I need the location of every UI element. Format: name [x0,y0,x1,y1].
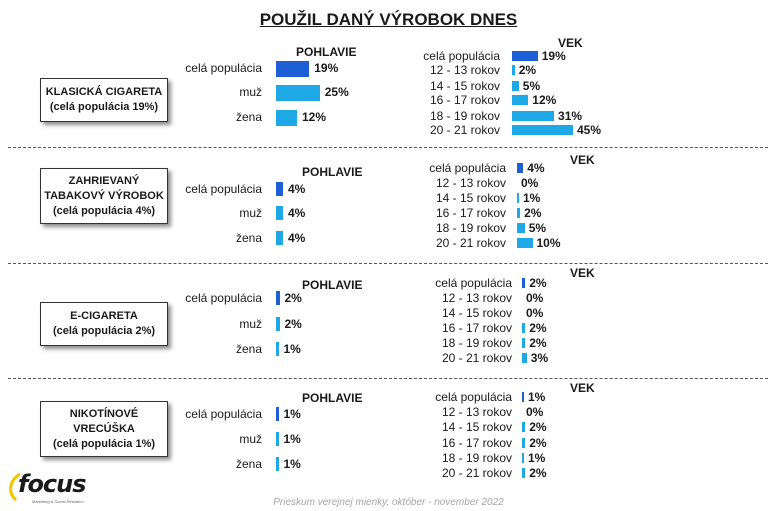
age-value-label: 1% [528,390,546,404]
age-category-label: 18 - 19 rokov [429,109,500,123]
age-header: VEK [558,36,583,50]
gender-bar [276,291,280,305]
age-category-label: 20 - 21 rokov [435,236,506,250]
age-bar [522,278,525,288]
age-category-label: 16 - 17 rokov [441,436,512,450]
age-bar [522,392,524,402]
gender-bar [276,342,279,356]
age-value-label: 1% [523,191,541,205]
age-value-label: 2% [518,63,537,77]
gender-value-label: 25% [324,85,349,99]
gender-category-label: žena [235,110,262,124]
gender-value-label: 4% [288,182,306,196]
product-label-box [40,78,168,122]
age-bar [512,125,573,135]
age-value-label: 1% [528,451,546,465]
product-label-line: (celá populácia 4%) [52,204,156,217]
gender-value-label: 1% [283,342,301,356]
logo-text: focus [18,470,86,498]
gender-value-label: 4% [288,206,306,220]
logo-subtitle: Marketing & Social Research [32,499,84,504]
age-bar [517,163,523,173]
age-value-label: 0% [526,291,544,305]
product-label-box [40,302,168,346]
gender-category-label: muž [239,432,262,446]
age-bar [522,438,525,448]
gender-value-label: 1% [283,457,301,471]
product-label-line: E-CIGARETA [70,310,138,322]
gender-bar [276,457,279,471]
product-label-line: KLASICKÁ CIGARETA [45,86,163,98]
gender-category-label: celá populácia [185,407,262,421]
age-category-label: 12 - 13 rokov [441,291,512,305]
gender-bar [276,110,297,126]
gender-category-label: žena [235,457,262,471]
age-bar [522,353,527,363]
age-header: VEK [570,153,595,167]
gender-bar [276,61,309,77]
product-label-line: (celá populácia 19%) [49,101,159,113]
section-divider [8,147,768,148]
footer-note: Prieskum verejnej mienky, október - november 2022 [273,497,504,508]
gender-value-label: 4% [288,231,306,245]
age-category-label: 18 - 19 rokov [441,336,512,350]
gender-value-label: 2% [284,317,302,331]
age-value-label: 2% [529,276,547,290]
gender-category-label: muž [239,85,262,99]
age-bar [517,193,519,203]
age-category-label: 16 - 17 rokov [435,206,506,220]
age-category-label: 18 - 19 rokov [441,451,512,465]
age-value-label: 4% [527,161,545,175]
age-bar [522,422,525,432]
age-category-label: 16 - 17 rokov [441,321,512,335]
age-category-label: celá populácia [423,49,500,63]
age-bar [517,223,525,233]
page-title: POUŽIL DANÝ VÝROBOK DNES [259,10,518,29]
age-bar [512,111,554,121]
age-category-label: 20 - 21 rokov [429,123,500,137]
age-bar [522,338,525,348]
age-bar [512,51,538,61]
age-value-label: 2% [529,466,547,480]
age-value-label: 2% [529,321,547,335]
age-category-label: 12 - 13 rokov [441,405,512,419]
age-category-label: 18 - 19 rokov [435,221,506,235]
gender-category-label: žena [235,342,262,356]
gender-bar [276,231,283,245]
gender-bar [276,317,280,331]
gender-header: POHLAVIE [302,278,363,292]
gender-category-label: celá populácia [185,291,262,305]
gender-category-label: muž [239,317,262,331]
age-value-label: 0% [521,176,539,190]
age-value-label: 5% [528,221,547,235]
product-label-line: NIKOTÍNOVÉ [69,407,139,420]
age-value-label: 12% [532,93,557,107]
age-category-label: celá populácia [429,161,506,175]
age-value-label: 31% [558,109,583,123]
age-bar [512,95,528,105]
age-category-label: 14 - 15 rokov [429,79,500,93]
gender-header: POHLAVIE [302,165,363,179]
gender-header: POHLAVIE [296,45,357,59]
gender-category-label: žena [235,231,262,245]
age-value-label: 0% [526,405,544,419]
age-value-label: 2% [529,436,547,450]
age-value-label: 2% [524,206,542,220]
gender-value-label: 19% [314,61,339,75]
product-label-line: TABAKOVÝ VÝROBOK [44,189,164,202]
gender-header: POHLAVIE [302,391,363,405]
gender-value-label: 12% [302,110,327,124]
age-value-label: 0% [526,306,544,320]
age-value-label: 10% [536,236,561,250]
age-bar [522,323,525,333]
gender-bar [276,432,279,446]
section-divider [8,378,768,379]
product-label-box [40,168,168,224]
product-label-line: ZAHRIEVANÝ [68,174,140,187]
age-value-label: 19% [541,49,566,63]
age-value-label: 5% [522,79,541,93]
age-category-label: celá populácia [435,276,512,290]
age-bar [512,65,515,75]
age-value-label: 3% [530,351,549,365]
gender-category-label: celá populácia [185,61,262,75]
gender-bar [276,206,283,220]
age-category-label: 14 - 15 rokov [441,420,512,434]
age-bar [517,208,520,218]
age-category-label: 12 - 13 rokov [429,63,500,77]
section-divider [8,263,768,264]
age-header: VEK [570,381,595,395]
gender-value-label: 1% [283,407,301,421]
gender-value-label: 2% [284,291,302,305]
product-label-box [40,401,168,457]
age-category-label: 16 - 17 rokov [429,93,500,107]
age-category-label: 20 - 21 rokov [441,466,512,480]
age-bar [512,81,519,91]
age-value-label: 45% [577,123,602,137]
product-label-line: (celá populácia 2%) [52,325,156,337]
gender-bar [276,182,283,196]
age-category-label: 12 - 13 rokov [435,176,506,190]
age-value-label: 2% [529,420,547,434]
age-category-label: 14 - 15 rokov [435,191,506,205]
age-category-label: celá populácia [435,390,512,404]
age-category-label: 14 - 15 rokov [441,306,512,320]
age-category-label: 20 - 21 rokov [441,351,512,365]
gender-category-label: celá populácia [185,182,262,196]
gender-bar [276,85,320,101]
gender-value-label: 1% [283,432,301,446]
gender-bar [276,407,279,421]
age-header: VEK [570,266,595,280]
age-bar [522,453,524,463]
product-label-line: (celá populácia 1%) [52,437,156,450]
gender-category-label: muž [239,206,262,220]
age-bar [522,468,525,478]
age-value-label: 2% [529,336,547,350]
age-bar [517,238,533,248]
product-label-line: VRECÚŠKA [73,422,135,435]
